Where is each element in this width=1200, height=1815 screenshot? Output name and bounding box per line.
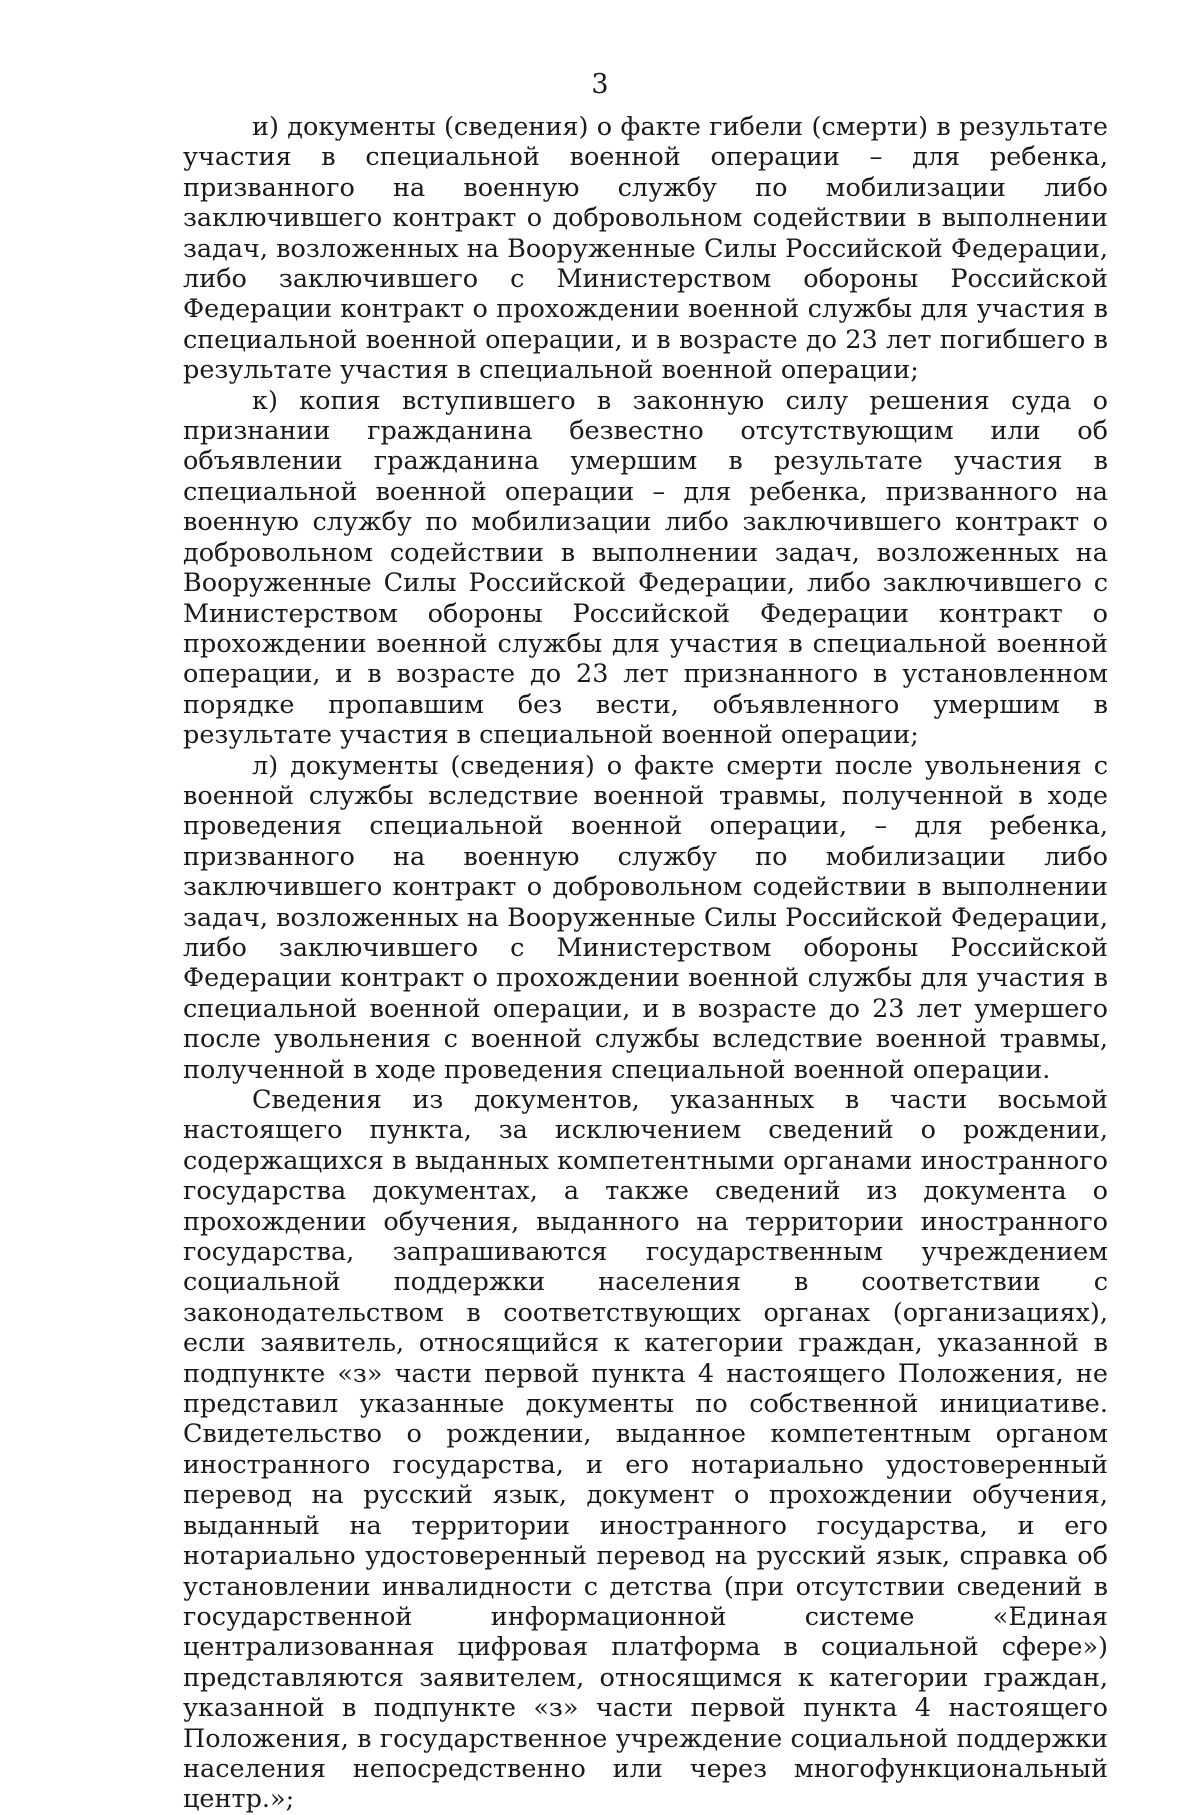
paragraph-i: и) документы (сведения) о факте гибели (смерти) в результате участия в специальной военной операции – для ребенка, призванного на военную службу по мобилизации либо заключившего контракт о добровольном содействии в выполнении задач, возложенных на Вооруженные Силы Российской Федерации, либо заключившего с Министерством обороны Российской Федерации контракт о прохождении военной службы для участия в специальной военной операции, и в возрасте до 23 лет погибшего в результате участия в специальной военной операции;	[183, 112, 1108, 386]
paragraph-k: к) копия вступившего в законную силу решения суда о признании гражданина безвестно отсутствующим или об объявлении гражданина умершим в результате участия в специальной военной операции – для ребенка, призванного на военную службу по мобилизации либо заключившего контракт о добровольном содействии в выполнении задач, возложенных на Вооруженные Силы Российской Федерации, либо заключившего с Министерством обороны Российской Федерации контракт о прохождении военной службы для участия в специальной военной операции, и в возрасте до 23 лет признанного в установленном порядке пропавшим без вести, объявленного умершим в результате участия в специальной военной операции;	[183, 385, 1108, 751]
body-text	[183, 112, 1108, 1815]
paragraph-l: л) документы (сведения) о факте смерти после увольнения с военной службы вследствие военной травмы, полученной в ходе проведения специальной военной операции, – для ребенка, призванного на военную службу по мобилизации либо заключившего контракт о добровольном содействии в выполнении задач, возложенных на Вооруженные Силы Российской Федерации, либо заключившего с Министерством обороны Российской Федерации контракт о прохождении военной службы для участия в специальной военной операции, и в возрасте до 23 лет умершего после увольнения с военной службы вследствие военной травмы, полученной в ходе проведения специальной военной операции.	[183, 750, 1108, 1085]
page-number: 3	[591, 69, 609, 100]
paragraph-information: Сведения из документов, указанных в части восьмой настоящего пункта, за исключением сведений о рождении, содержащихся в выданных компетентными органами иностранного государства документах, а также сведений из документа о прохождении обучения, выданного на территории иностранного государства, запрашиваются государственным учреждением социальной поддержки населения в соответствии с законодательством в соответствующих органах (организациях), если заявитель, относящийся к категории граждан, указанной в подпункте «з» части первой пункта 4 настоящего Положения, не представил указанные документы по собственной инициативе. Свидетельство о рождении, выданное компетентным органом иностранного государства, и его нотариально удостоверенный перевод на русский язык, документ о прохождении обучения, выданный на территории иностранного государства, и его нотариально удостоверенный перевод на русский язык, справка об установлении инвалидности с детства (при отсутствии сведений в государственной информационной системе «Единая централизованная цифровая платформа в социальной сфере») представляются заявителем, относящимся к категории граждан, указанной в подпункте «з» части первой пункта 4 настоящего Положения, в государственное учреждение социальной поддержки населения непосредственно или через многофункциональный центр.»;	[183, 1085, 1108, 1815]
